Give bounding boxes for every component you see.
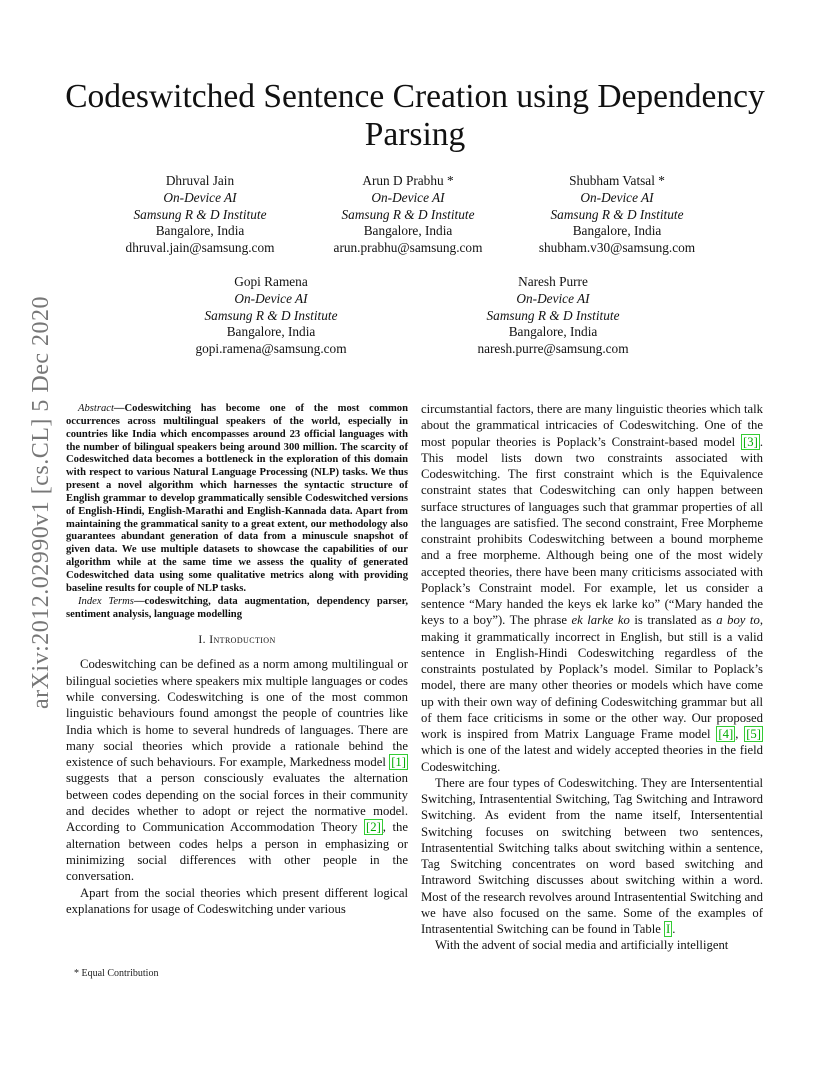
- text-run: There are four types of Codeswitching. They are Intersentential Switching, Intrasentential Switching, Tag Switching and Intraword Switching. As evident from the name itself, Intersentential Switching focuses on switching between two sentences, Intrasentential Switching talks about switching within a sentence, Tag Switching concentrates on word based switching and Intraword Switching discusses about switching within a word. Most of the research revolves around Intrasentential Switching and we have also focused on the same. Some of the examples of Intrasentential Switching can be found in Table: [421, 775, 763, 936]
- text-run: Codeswitching can be defined as a norm among multilingual or bilingual societies where speakers mix multiple languages or codes while conversing. Codeswitching is one of the most common linguistic behaviours found amongst the people of countries like India which is home to several hundreds of languages. There are many social theories which provide a rationale behind the existence of such behaviours. For example, Markedness model: [66, 657, 408, 770]
- citation-link[interactable]: [1]: [391, 755, 406, 770]
- author-city: Bangalore, India: [226, 324, 316, 340]
- left-column: [66, 403, 408, 917]
- footnote-mark: *: [74, 968, 79, 979]
- arxiv-identifier-stamp: [12, 292, 72, 712]
- citation-link[interactable]: [4]: [718, 727, 734, 741]
- text-run: , making it grammatically incorrect in English, but still is a valid sentence in English-Hindi Codeswitching regardless of the constraints postulated by Poplack’s model. Similar to Poplack’s model, there are many other theories or models which have come up with their own way of defining Codeswitching grammar but all of them face criticisms in some or the other way. Our proposed work is inspired from Matrix Language Frame model: [421, 613, 763, 741]
- author-dept: On-Device AI: [234, 290, 308, 306]
- citation-link[interactable]: [3]: [743, 434, 758, 449]
- author-email[interactable]: naresh.purre@samsung.com: [477, 341, 629, 357]
- section-number: I.: [198, 633, 206, 647]
- author-city: Bangalore, India: [508, 324, 598, 340]
- citation-link[interactable]: [5]: [746, 727, 761, 741]
- text-run: circumstantial factors, there are many linguistic theories which talk about the grammatical intricacies of Codeswitching. One of the most popular theories is Poplack’s Constraint-based model: [421, 402, 763, 449]
- text-run: is translated as: [629, 613, 717, 628]
- author-org: Samsung R & D Institute: [486, 307, 620, 323]
- intro-paragraph-1: [66, 656, 408, 884]
- author-name: Gopi Ramena: [234, 274, 308, 289]
- hindi-phrase: ek larke ko: [571, 613, 630, 628]
- index-terms-label: Index Terms: [78, 595, 134, 607]
- author-email[interactable]: gopi.ramena@samsung.com: [195, 341, 347, 357]
- footnote-text: Equal Contribution: [81, 968, 159, 979]
- text-run: ,: [735, 727, 745, 741]
- author-dept: On-Device AI: [516, 290, 590, 306]
- author-block-2: [293, 173, 523, 257]
- author-dept: On-Device AI: [371, 189, 445, 205]
- english-phrase: a boy to: [716, 613, 760, 628]
- author-city: Bangalore, India: [363, 223, 453, 239]
- author-name: Arun D Prabhu *: [362, 173, 454, 188]
- index-terms-text: codeswitching, data augmentation, dependency parser, sentiment analysis, language modelling: [66, 595, 408, 620]
- author-dept: On-Device AI: [163, 189, 237, 205]
- author-name: Naresh Purre: [518, 274, 588, 289]
- section-title: Introduction: [209, 633, 276, 647]
- author-email[interactable]: shubham.v30@samsung.com: [538, 240, 696, 256]
- table-reference-link[interactable]: I: [666, 922, 671, 936]
- author-org: Samsung R & D Institute: [133, 206, 267, 222]
- index-terms: Index Terms—codeswitching, data augmentation, dependency parser, sentiment analysis, language modelling: [66, 595, 408, 620]
- right-paragraph-2: [421, 775, 763, 938]
- abstract-label: Abstract: [78, 403, 114, 414]
- author-email[interactable]: dhruval.jain@samsung.com: [125, 240, 275, 256]
- author-city: Bangalore, India: [572, 223, 662, 239]
- author-block-5: [438, 274, 668, 358]
- author-name: Shubham Vatsal *: [569, 173, 665, 188]
- paper-title: Codeswitched Sentence Creation using Dependency Parsing: [65, 78, 765, 153]
- arxiv-stamp-text: arXiv:2012.02990v1 [cs.CL] 5 Dec 2020: [28, 295, 55, 709]
- right-column: [421, 401, 763, 954]
- author-city: Bangalore, India: [155, 223, 245, 239]
- right-paragraph-1: [421, 401, 763, 775]
- intro-paragraph-2: Apart from the social theories which present different logical explanations for usage of Codeswitching under various: [66, 885, 408, 916]
- abstract: Abstract—Codeswitching has become one of the most common occurrences across multilingual speakers of the world, especially in countries like India which encompasses around 23 official languages with the number of bilingual speakers being around 300 million. The scarcity of Codeswitched data becomes a bottleneck in the exploration of this domain with respect to various Natural Language Processing (NLP) tasks. We thus present a novel algorithm which harnesses the syntactic structure of English grammar to develop grammatically sensible Codeswitched versions of English-Hindi, English-Marathi and English-Kannada data. Apart from maintaining the grammatical sanity to a great extent, our methodology also guarantees abundant generation of data from a minuscule snapshot of given data. We use multiple datasets to showcase the capabilities of our algorithm while at the same time we assess the quality of generated Codeswitched data using some qualitative metrics along with providing baseline results for couple of NLP tasks.: [66, 403, 408, 594]
- author-block-1: [85, 173, 315, 257]
- text-run: , the alternation between codes helps a person in emphasizing or minimizing social differences with other people in the conversation.: [66, 820, 408, 884]
- footnote: [66, 968, 158, 979]
- text-run: which is one of the latest and widely accepted theories in the field Codeswitching.: [421, 743, 763, 774]
- abstract-text: Codeswitching has become one of the most common occurrences across multilingual speakers of the world, especially in countries like India which encompasses around 23 official languages with the number of bilingual speakers being around 300 million. The scarcity of Codeswitched data becomes a bottleneck in the exploration of this domain with respect to various Natural Language Processing (NLP) tasks. We thus present a novel algorithm which harnesses the syntactic structure of English grammar to develop grammatically sensible Codeswitched versions of English-Hindi, English-Marathi and English-Kannada data. Apart from maintaining the grammatical sanity to a great extent, our methodology also guarantees abundant generation of data from a minuscule snapshot of given data. We use multiple datasets to showcase the capabilities of our algorithm while at the same time we assess the quality of generated Codeswitched data using some qualitative metrics along with providing baseline results for couple of NLP tasks.: [66, 403, 408, 594]
- text-run: .: [672, 922, 676, 936]
- author-dept: On-Device AI: [580, 189, 654, 205]
- right-paragraph-3: With the advent of social media and artificially intelligent: [435, 938, 729, 953]
- author-block-4: [156, 274, 386, 358]
- author-block-3: [502, 173, 732, 257]
- author-org: Samsung R & D Institute: [550, 206, 684, 222]
- author-org: Samsung R & D Institute: [341, 206, 475, 222]
- text-run: . This model lists down two constraints associated with Codeswitching. The first constraint which is the Equivalence constraint states that Codeswitching can only happen between surface structures of languages such that grammar properties of all the languages are satisfied. The second constraint, Free Morpheme constraint prohibits Codeswitching between a bound morpheme and a free morpheme. Although being one of the most widely accepted theories, there have been many criticisms associated with Poplack’s Constraint model. For example, let us consider a sentence “Mary handed the keys ek larke ko” (“Mary handed the keys to a boy”). The phrase: [421, 434, 763, 628]
- author-email[interactable]: arun.prabhu@samsung.com: [333, 240, 483, 256]
- author-org: Samsung R & D Institute: [204, 307, 338, 323]
- citation-link[interactable]: [2]: [366, 820, 381, 835]
- section-heading-introduction: [66, 633, 408, 646]
- author-name: Dhruval Jain: [165, 173, 235, 188]
- text-run: suggests that a person consciously evaluates the alternation between codes depending on the social forces in their community and decides whether to adopt or reject the normative model. According to Communication Accommodation Theory: [66, 771, 408, 835]
